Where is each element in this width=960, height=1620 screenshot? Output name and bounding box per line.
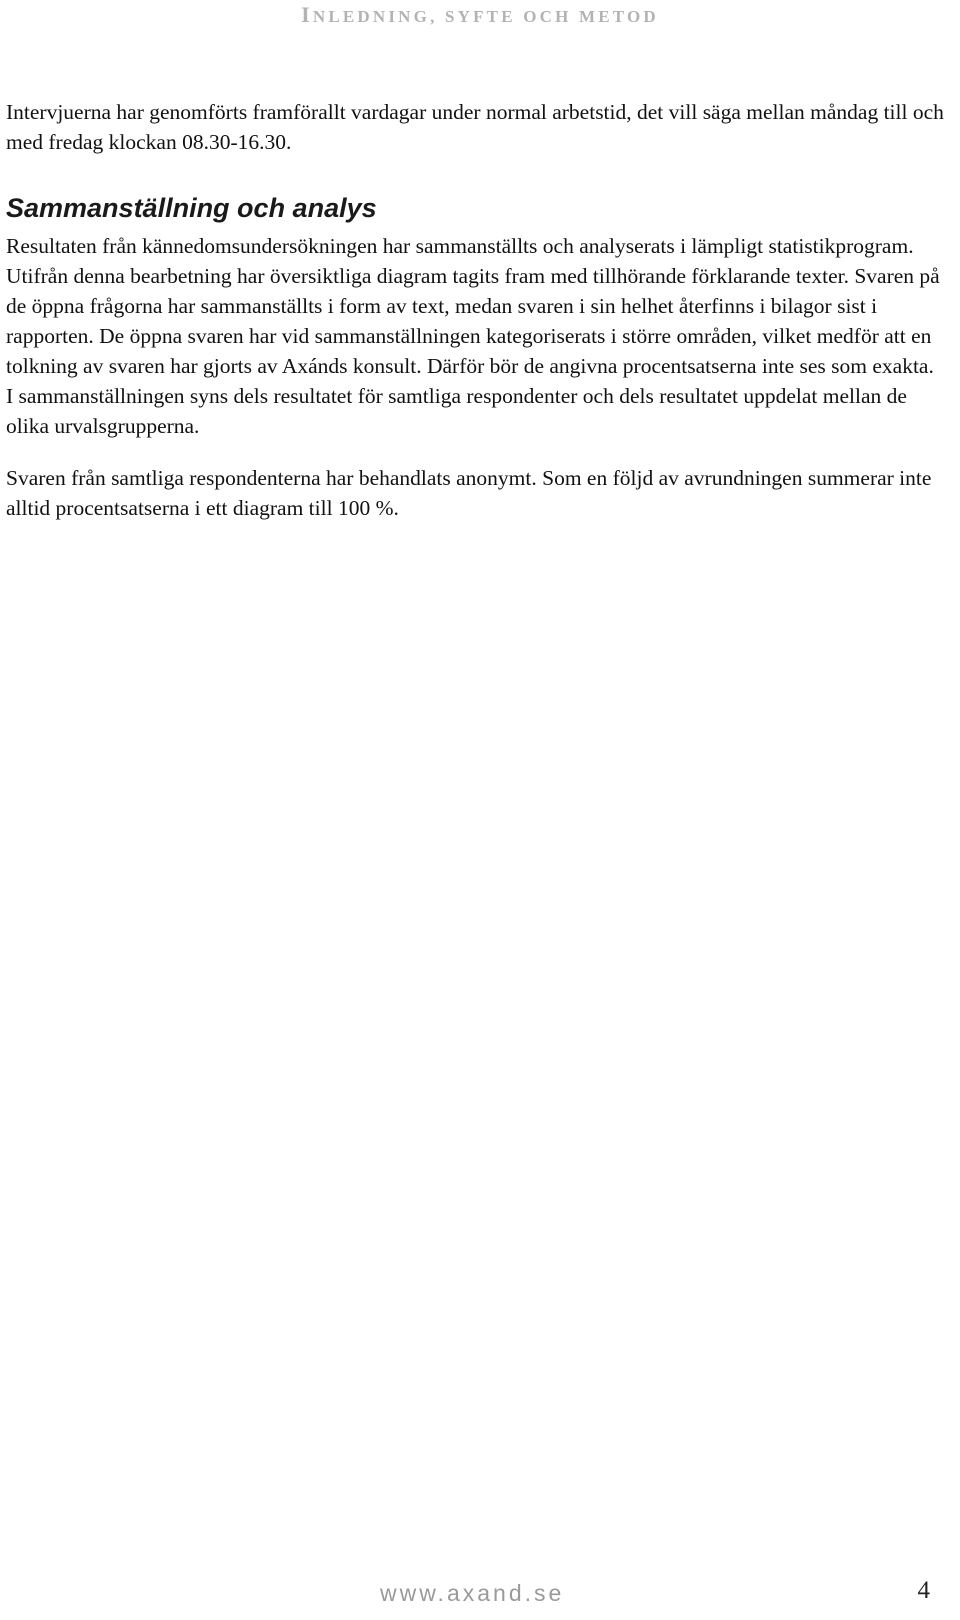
- anonymity-paragraph: Svaren från samtliga respondenterna har behandlats anonymt. Som en följd av avrundningen summerar inte alltid procentsatserna i ett diagram till 100 %.: [6, 466, 932, 520]
- footer-website-link[interactable]: www.axand.se: [380, 1580, 565, 1606]
- intro-paragraph: Intervjuerna har genomförts framförallt vardagar under normal arbetstid, det vill säga mellan måndag till och med fredag klockan 08.30-16.30.: [6, 100, 944, 154]
- page-number: 4: [917, 1577, 930, 1604]
- running-header: [0, 2, 960, 28]
- running-header-text: NLEDNING, SYFTE OCH METOD: [312, 7, 659, 26]
- section-heading: Sammanställning och analys: [6, 193, 377, 223]
- page-content: [6, 97, 946, 523]
- analysis-paragraph: Resultaten från kännedomsundersökningen har sammanställts och analyserats i lämpligt statistikprogram. Utifrån denna bearbetning har översiktliga diagram tagits fram med tillhörande förklarande texter. Svaren på de öppna frågorna har sammanställts i form av text, medan svaren i sin helhet återfinns i bilagor sist i rapporten. De öppna svaren har vid sammanställningen kategoriserats i större områden, vilket medför att en tolkning av svaren har gjorts av Axánds konsult. Därför bör de angivna procentsatserna inte ses som exakta. I sammanställningen syns dels resultatet för samtliga respondenter och dels resultatet uppdelat mellan de olika urvalsgrupperna.: [6, 234, 940, 438]
- running-header-initial: I: [301, 2, 313, 27]
